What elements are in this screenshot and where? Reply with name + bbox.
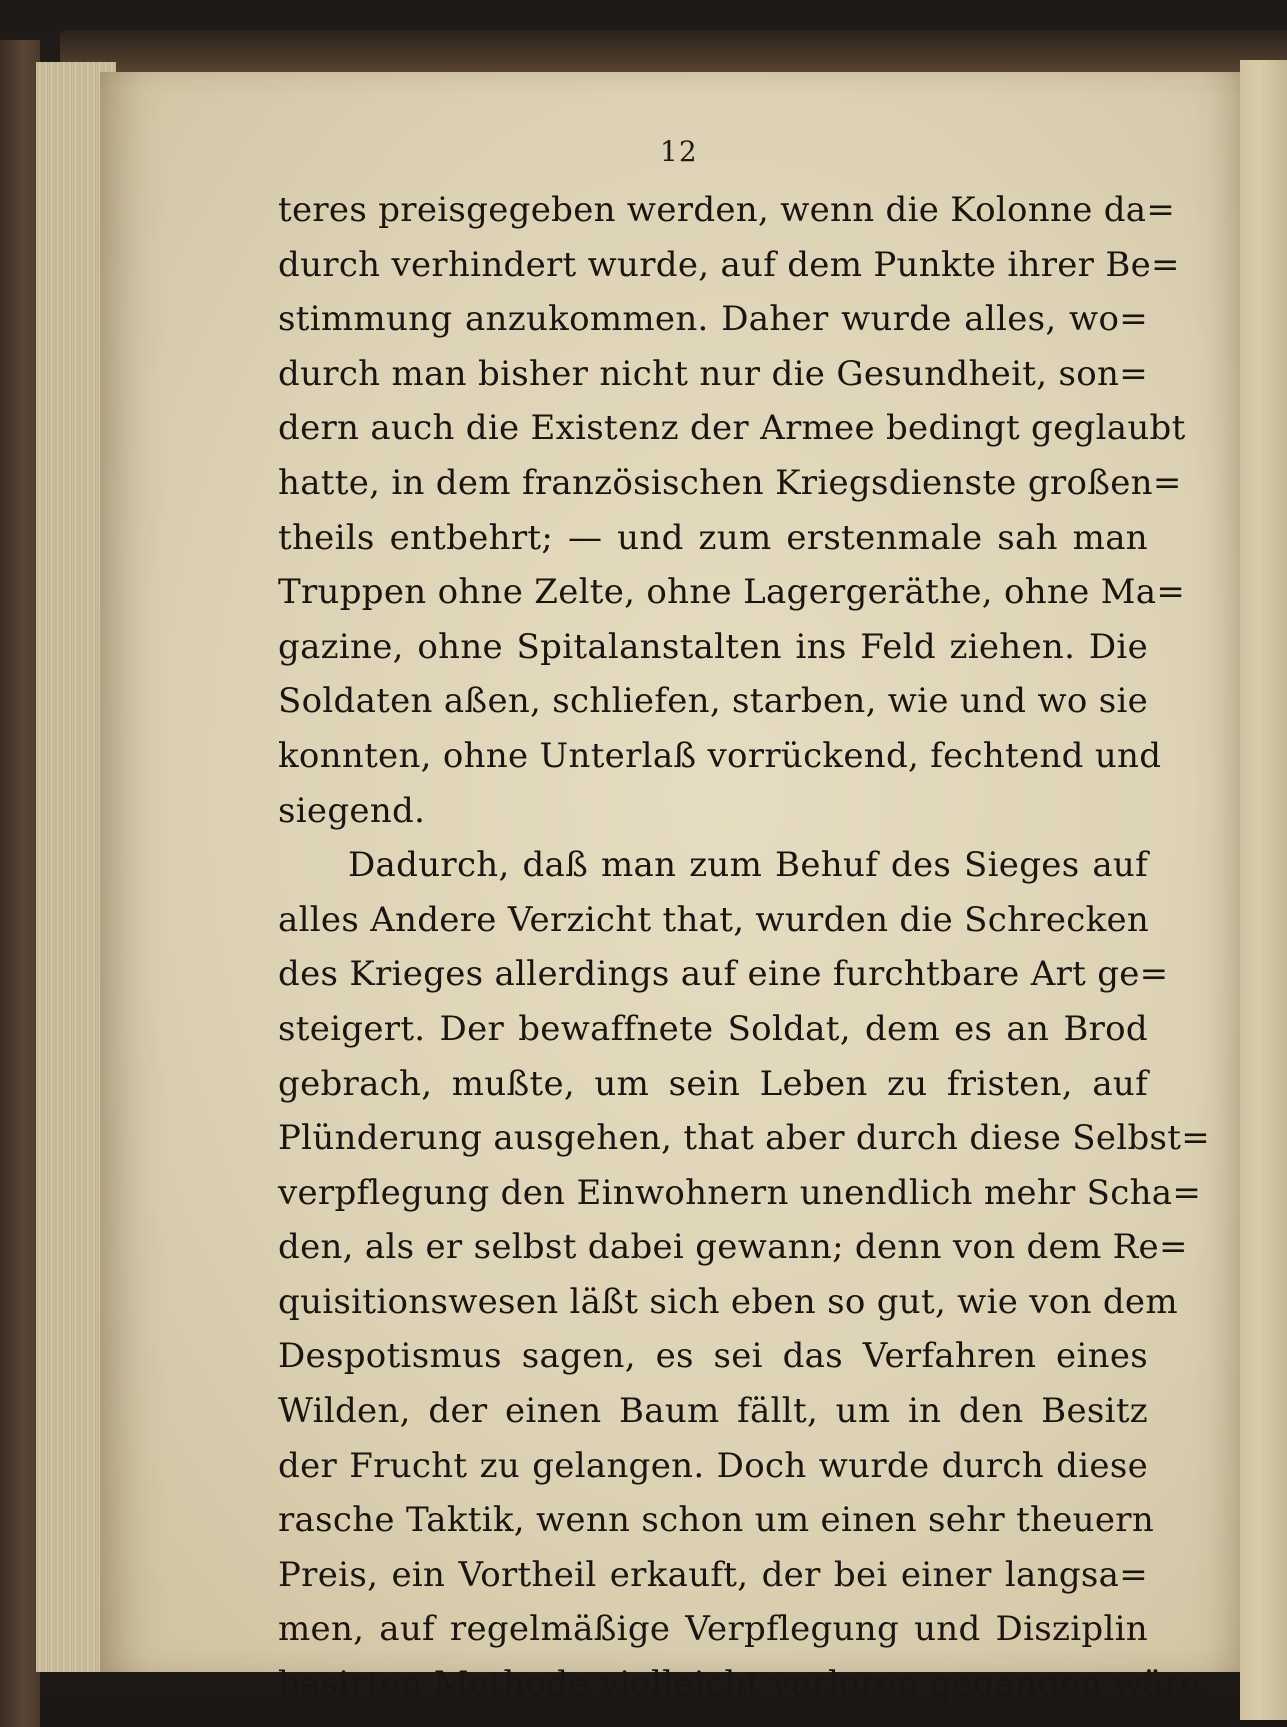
text-line: des Krieges allerdings auf eine furchtbare Art ge=	[278, 954, 1169, 995]
text-line: den, als er selbst dabei gewann; denn von dem Re=	[278, 1227, 1188, 1268]
text-line: theils entbehrt; — und zum erstenmale sah man	[278, 517, 1148, 558]
text-line: verpflegung den Einwohnern unendlich mehr Scha=	[278, 1172, 1202, 1213]
book-cover-left	[0, 40, 40, 1727]
text-line: alles Andere Verzicht that, wurden die Schrecken	[278, 899, 1150, 940]
text-line: Truppen ohne Zelte, ohne Lagergeräthe, ohne Ma=	[278, 572, 1186, 613]
text-line: durch verhindert wurde, auf dem Punkte ihrer Be=	[278, 244, 1180, 285]
text-line: der Frucht zu gelangen. Doch wurde durch diese	[278, 1445, 1148, 1486]
text-line: Soldaten aßen, schliefen, starben, wie und wo sie	[278, 681, 1149, 722]
text-line: rasche Taktik, wenn schon um einen sehr theuern	[278, 1500, 1155, 1541]
text-line: Plünderung ausgehen, that aber durch diese Selbst=	[278, 1118, 1211, 1159]
text-line: Preis, ein Vortheil erkauft, der bei einer langsa=	[278, 1554, 1148, 1595]
text-line-paragraph-end: siegend.	[278, 790, 426, 831]
text-line: Wilden, der einen Baum fällt, um in den Besitz	[278, 1391, 1148, 1432]
text-line: durch man bisher nicht nur die Gesundheit, son=	[278, 353, 1148, 394]
text-line: dern auch die Existenz der Armee bedingt geglaubt	[278, 408, 1186, 449]
text-line: teres preisgegeben werden, wenn die Kolonne da=	[278, 190, 1176, 230]
text-line: men, auf regelmäßige Verpflegung und Disziplin	[278, 1609, 1148, 1650]
text-line-final: basirten Methode vielleicht verloren gegangen wäre.	[278, 1664, 1212, 1705]
text-line: hatte, in dem französischen Kriegsdienste großen=	[278, 462, 1182, 503]
text-line: steigert. Der bewaffnete Soldat, dem es an Brod	[278, 1008, 1148, 1049]
text-line-paragraph-start: Dadurch, daß man zum Behuf des Sieges auf	[348, 845, 1148, 886]
page-number: 12	[660, 135, 698, 168]
text-line: gazine, ohne Spitalanstalten ins Feld ziehen. Die	[278, 626, 1148, 667]
text-line: stimmung anzukommen. Daher wurde alles, wo=	[278, 299, 1148, 340]
text-line: quisitionswesen läßt sich eben so gut, wie von dem	[278, 1281, 1178, 1322]
page-right-edge	[1240, 60, 1287, 1720]
text-line: Despotismus sagen, es sei das Verfahren eines	[278, 1336, 1148, 1377]
body-text	[278, 183, 1212, 1712]
text-line: gebrach, mußte, um sein Leben zu fristen, auf	[278, 1063, 1148, 1104]
text-line: konnten, ohne Unterlaß vorrückend, fechtend und	[278, 735, 1162, 776]
book-cover-top	[60, 30, 1287, 74]
